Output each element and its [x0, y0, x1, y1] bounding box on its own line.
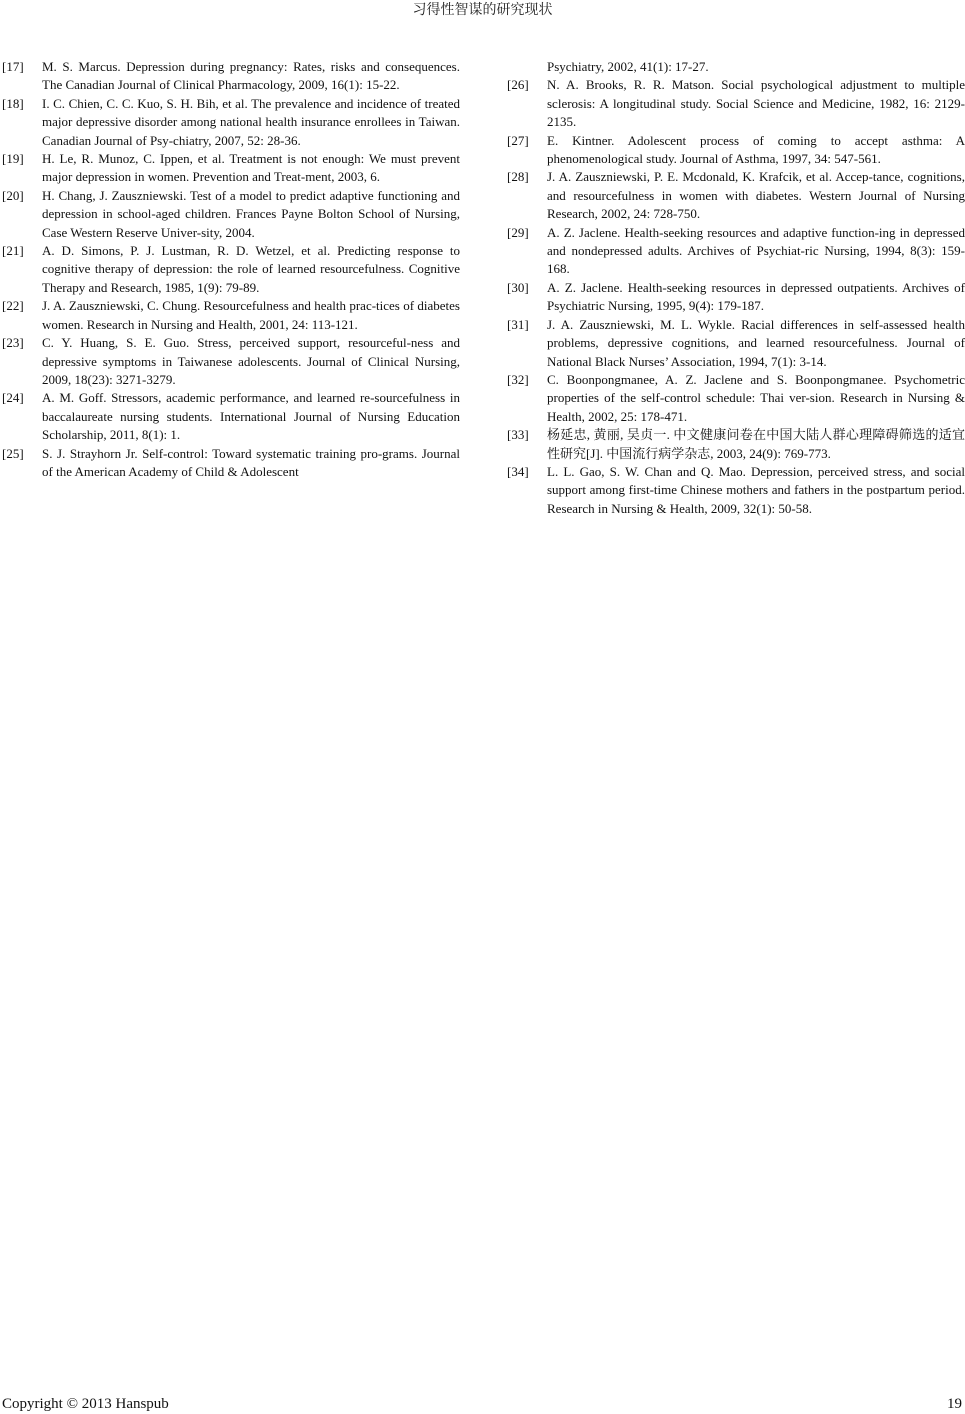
- reference-text: N. A. Brooks, R. R. Matson. Social psychological adjustment to multiple sclerosis: A longitudinal study. Social Science and Medicine, 1982, 16: 2129-2135.: [547, 77, 965, 130]
- reference-number: [22]: [2, 298, 24, 314]
- reference-text: J. A. Zauszniewski, C. Chung. Resourcefulness and health prac-tices of diabetes women. Research in Nursing and Health, 2001, 24: 113-121.: [42, 298, 460, 332]
- reference-number: [26]: [507, 77, 529, 93]
- reference-item: [2, 389, 460, 444]
- reference-number: [27]: [507, 132, 529, 148]
- reference-text: L. L. Gao, S. W. Chan and Q. Mao. Depression, perceived stress, and social support among first-time Chinese mothers and fathers in the postpartum period. Research in Nursing & Health, 2009, 32(1): 50-58.: [547, 463, 965, 516]
- reference-text: M. S. Marcus. Depression during pregnancy: Rates, risks and consequences. The Canadian Journal of Clinical Pharmacology, 2009, 16(1): 15-22.: [42, 59, 460, 93]
- reference-item: [507, 224, 965, 279]
- reference-number: [23]: [2, 335, 24, 351]
- reference-number: [34]: [507, 463, 529, 479]
- reference-number: [21]: [2, 243, 24, 259]
- reference-text: H. Le, R. Munoz, C. Ippen, et al. Treatment is not enough: We must prevent major depression in women. Prevention and Treat-ment, 2003, 6.: [42, 151, 460, 185]
- reference-item: [2, 297, 460, 334]
- reference-text: J. A. Zauszniewski, M. L. Wykle. Racial differences in self-assessed health problems, depressive cognitions, and learned resourcefulness. Journal of National Black Nurses’ Association, 1994, 7(1): 3-14.: [547, 316, 965, 369]
- page-number: 19: [947, 1396, 962, 1412]
- reference-item: [2, 242, 460, 297]
- reference-continuation: Psychiatry, 2002, 41(1): 17-27.: [547, 59, 709, 74]
- reference-number: [29]: [507, 224, 529, 240]
- reference-number: [25]: [2, 445, 24, 461]
- reference-item: [507, 316, 965, 371]
- reference-number: [18]: [2, 95, 24, 111]
- reference-text: C. Boonpongmanee, A. Z. Jaclene and S. Boonpongmanee. Psychometric properties of the self-control schedule: Thai ver-sion. Research in Nursing & Health, 2002, 25: 178-471.: [547, 371, 965, 424]
- reference-text: H. Chang, J. Zauszniewski. Test of a model to predict adaptive functioning and depression in school-aged children. Frances Payne Bolton School of Nursing, Case Western Reserve Univer-sity, 2004.: [42, 187, 460, 240]
- copyright-notice: Copyright © 2013 Hanspub: [2, 1396, 169, 1412]
- reference-text: I. C. Chien, C. C. Kuo, S. H. Bih, et al. The prevalence and incidence of treated major depressive disorder among national health insurance enrollees in Taiwan. Canadian Journal of Psy-chiatry, 2007, 52: 28-36.: [42, 95, 460, 148]
- reference-text: C. Y. Huang, S. E. Guo. Stress, perceived support, resourceful-ness and depressive symptoms in Taiwanese adolescents. Journal of Clinical Nursing, 2009, 18(23): 3271-3279.: [42, 335, 460, 387]
- reference-item: [507, 426, 965, 463]
- reference-text: A. M. Goff. Stressors, academic performance, and learned re-sourcefulness in baccalaureate nursing students. International Journal of Nursing Education Scholarship, 2011, 8(1): 1.: [42, 390, 460, 443]
- reference-item: [507, 76, 965, 131]
- reference-item: [507, 371, 965, 426]
- reference-item: [2, 187, 460, 242]
- reference-column-left: [2, 58, 460, 481]
- reference-number: [31]: [507, 316, 529, 332]
- reference-text: A. Z. Jaclene. Health-seeking resources and adaptive function-ing in depressed and nondepressed adults. Archives of Psychiat-ric Nursing, 1994, 8(3): 159-168.: [547, 224, 965, 277]
- reference-number: [28]: [507, 169, 529, 185]
- reference-text: J. A. Zauszniewski, P. E. Mcdonald, K. Krafcik, et al. Accep-tance, cognitions, and resourcefulness in women with diabetes. Western Journal of Nursing Research, 2002, 24: 728-750.: [547, 169, 965, 222]
- reference-number: [20]: [2, 187, 24, 203]
- reference-text: E. Kintner. Adolescent process of coming to accept asthma: A phenomenological study. Journal of Asthma, 1997, 34: 547-561.: [547, 132, 965, 167]
- reference-item: [2, 445, 460, 482]
- reference-column-right: [507, 58, 965, 518]
- reference-number: [24]: [2, 390, 24, 406]
- reference-item: [507, 168, 965, 223]
- reference-number: [30]: [507, 279, 529, 295]
- reference-item: [2, 334, 460, 389]
- reference-text: 杨延忠, 黄丽, 吴贞一. 中文健康问卷在中国大陆人群心理障碍筛选的适宜性研究[J]. 中国流行病学杂志, 2003, 24(9): 769-773.: [547, 427, 965, 461]
- reference-item: [507, 279, 965, 316]
- reference-text: S. J. Strayhorn Jr. Self-control: Toward systematic training pro-grams. Journal of the American Academy of Child & Adolescent: [42, 445, 460, 479]
- reference-number: [32]: [507, 371, 529, 387]
- reference-number: [19]: [2, 151, 24, 167]
- running-header: 习得性智谋的研究现状: [412, 2, 553, 18]
- reference-number: [33]: [507, 427, 529, 443]
- reference-item: [2, 150, 460, 187]
- reference-item: [507, 132, 965, 169]
- reference-text: A. D. Simons, P. J. Lustman, R. D. Wetzel, et al. Predicting response to cognitive therapy of depression: the role of learned resourcefulness. Cognitive Therapy and Research, 1985, 1(9): 79-89.: [42, 243, 460, 295]
- reference-text: A. Z. Jaclene. Health-seeking resources in depressed outpatients. Archives of Psychiatric Nursing, 1995, 9(4): 179-187.: [547, 279, 965, 314]
- reference-number: [17]: [2, 59, 24, 74]
- reference-item: [2, 95, 460, 150]
- reference-item: [2, 58, 460, 95]
- reference-item: [507, 463, 965, 518]
